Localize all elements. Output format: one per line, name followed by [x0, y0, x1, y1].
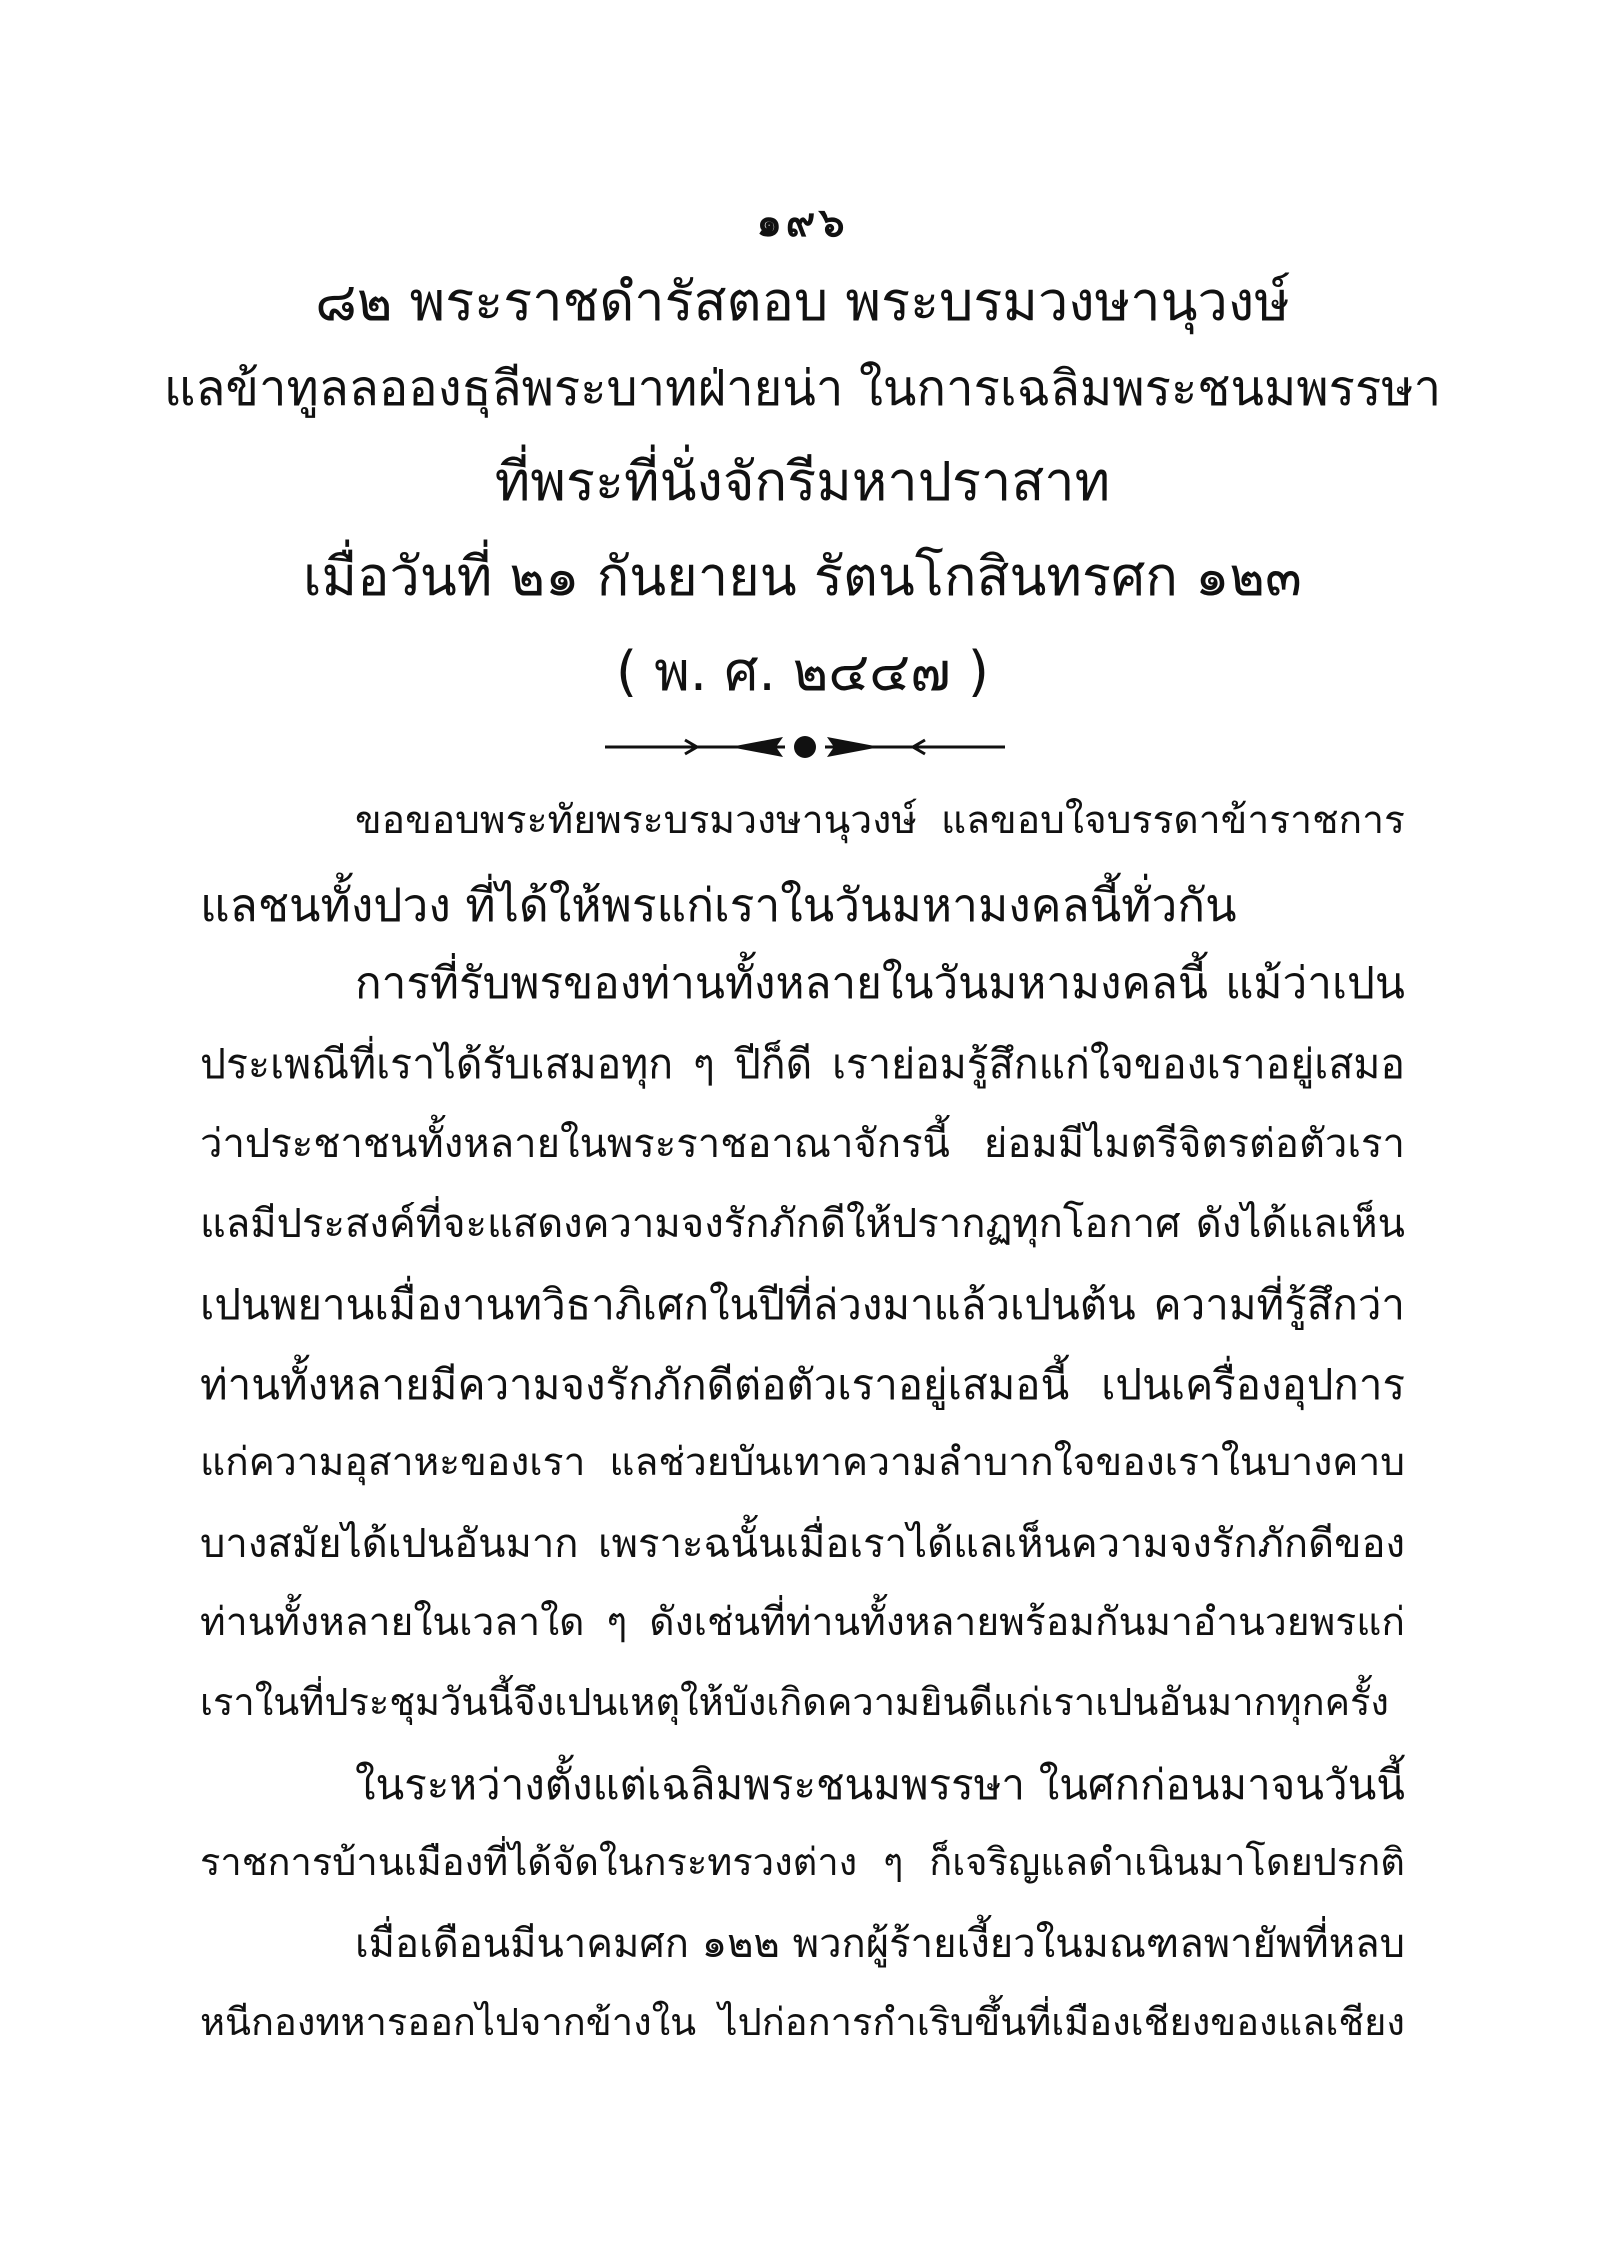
- body-line-4: ประเพณีที่เราได้รับเสมอทุก ๆ ปีก็ดี เราย่อมรู้สึกแก่ใจของเราอยู่เสมอ: [200, 1040, 1405, 1088]
- heading-line-3: ที่พระที่นั่งจักรีมหาปราสาท: [494, 450, 1111, 513]
- body-line-6: แลมีประสงค์ที่จะแสดงความจงรักภักดีให้ปรากฏทุกโอกาศ ดังได้แลเห็น: [200, 1201, 1405, 1247]
- heading-line-4: เมื่อวันที่ ๒๑ กันยายน รัตนโกสินทรศก ๑๒๓: [303, 545, 1302, 608]
- heading-line-2: แลข้าทูลลอองธุลีพระบาทฝ่ายน่า ในการเฉลิมพระชนมพรรษา: [163, 360, 1442, 417]
- body-line-1: ขอขอบพระทัยพระบรมวงษานุวงษ์ แลขอบใจบรรดาข้าราชการ: [355, 798, 1405, 843]
- ornament-divider: [600, 732, 1010, 762]
- body-line-11: ท่านทั้งหลายในเวลาใด ๆ ดังเช่นที่ท่านทั้งหลายพร้อมกันมาอำนวยพรแก่: [200, 1600, 1405, 1645]
- body-line-9: แก่ความอุสาหะของเรา แลช่วยบันเทาความลำบากใจของเราในบางคาบ: [200, 1440, 1405, 1485]
- body-line-14: ราชการบ้านเมืองที่ได้จัดในกระทรวงต่าง ๆ ก็เจริญแลดำเนินมาโดยปรกติ: [200, 1840, 1405, 1884]
- body-line-10: บางสมัยได้เปนอันมาก เพราะฉนั้นเมื่อเราได้แลเห็นความจงรักภักดีของ: [200, 1521, 1405, 1567]
- body-line-8: ท่านทั้งหลายมีความจงรักภักดีต่อตัวเราอยู่เสมอนี้ เปนเครื่องอุปการ: [200, 1360, 1405, 1409]
- body-line-5: ว่าประชาชนทั้งหลายในพระราชอาณาจักรนี้ ย่อมมีไมตรีจิตรต่อตัวเรา: [200, 1121, 1405, 1167]
- heading-line-5: ( พ. ศ. ๒๔๔๗ ): [616, 640, 989, 703]
- heading-line-1: ๘๒ พระราชดำรัสตอบ พระบรมวงษานุวงษ์: [315, 270, 1290, 333]
- body-line-12: เราในที่ประชุมวันนี้จึงเปนเหตุให้บังเกิดความยินดีแก่เราเปนอันมากทุกครั้ง: [200, 1680, 1389, 1724]
- body-line-3: การที่รับพรของท่านทั้งหลายในวันมหามงคลนี้ แม้ว่าเปน: [355, 958, 1405, 1009]
- body-line-16: หนีกองทหารออกไปจากข้างใน ไปก่อการกำเริบขึ้นที่เมืองเชียงของแลเชียง: [200, 2000, 1405, 2044]
- page-number: ๑๙๖: [756, 200, 849, 246]
- body-line-13: ในระหว่างตั้งแต่เฉลิมพระชนมพรรษา ในศกก่อนมาจนวันนี้: [355, 1760, 1405, 1809]
- body-line-7: เปนพยานเมื่องานทวิธาภิเศกในปีที่ล่วงมาแล้วเปนต้น ความที่รู้สึกว่า: [200, 1280, 1405, 1329]
- body-line-2: แลชนทั้งปวง ที่ได้ให้พรแก่เราในวันมหามงคลนี้ทั่วกัน: [200, 878, 1237, 932]
- body-line-15: เมื่อเดือนมีนาคมศก ๑๒๒ พวกผู้ร้ายเงี้ยวในมณฑลพายัพที่หลบ: [355, 1921, 1405, 1967]
